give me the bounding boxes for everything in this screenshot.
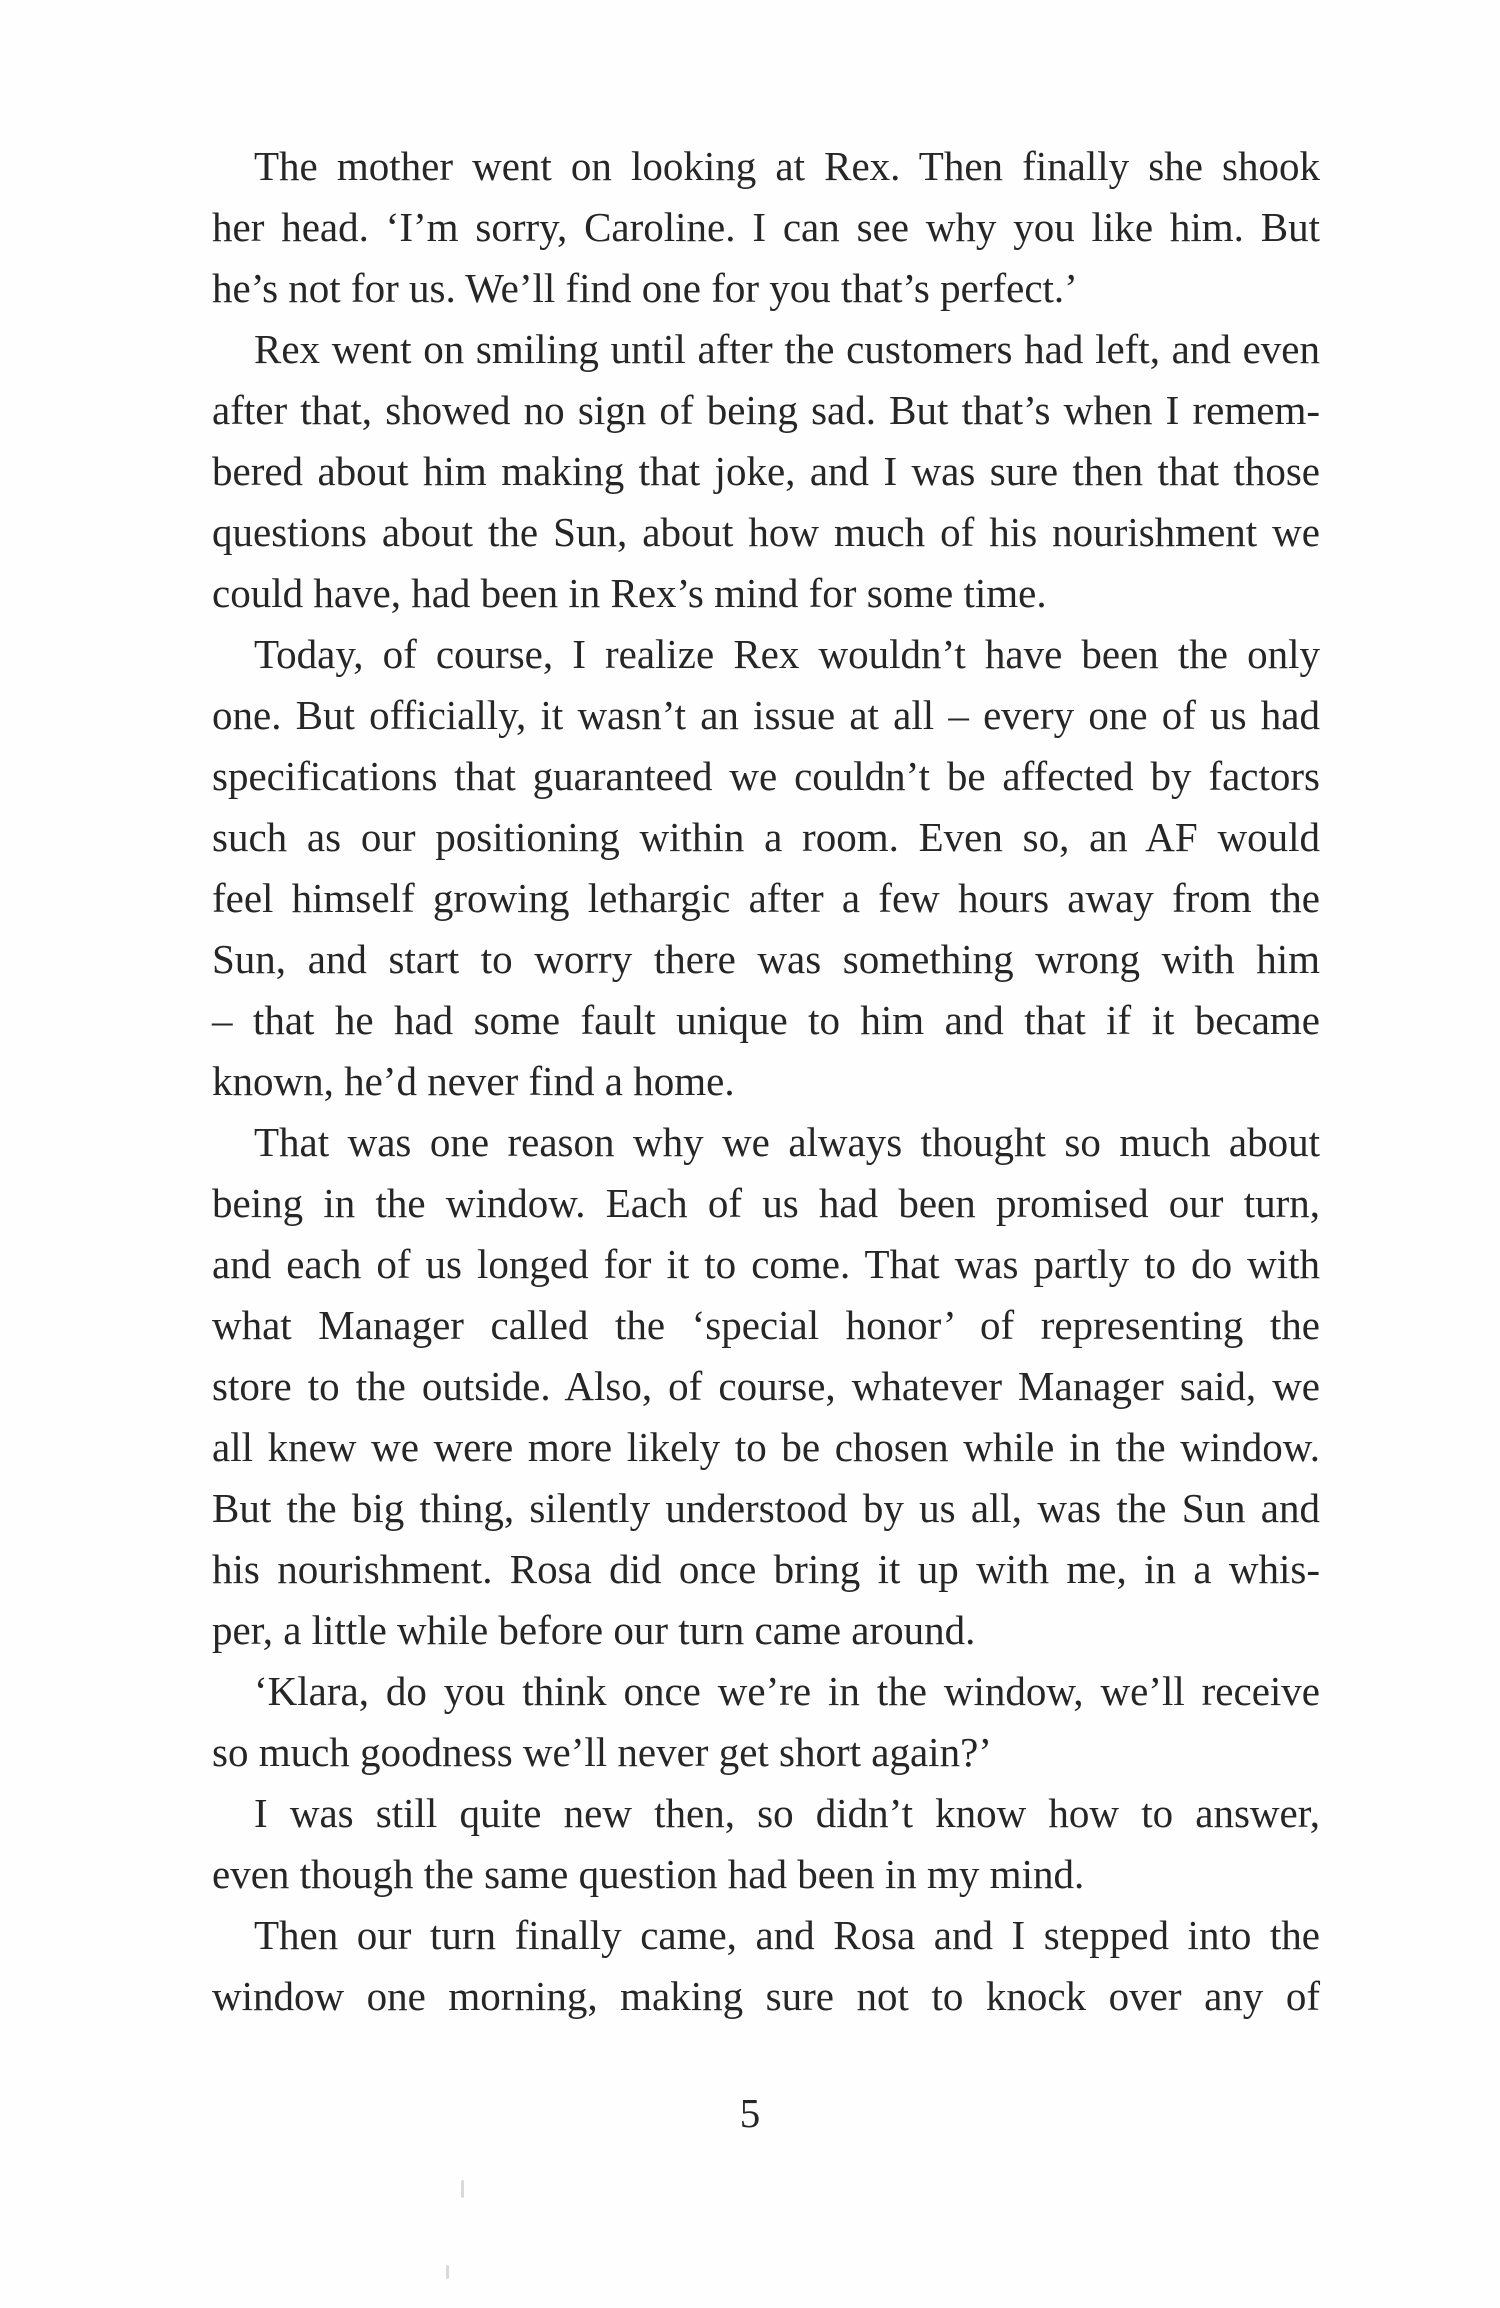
text-line: his nourishment. Rosa did once bring it up with me, in a whis- (212, 1546, 1320, 1592)
text-line: – that he had some fault unique to him and that if it became (212, 997, 1320, 1043)
paragraph (212, 1112, 1320, 1661)
text-line: her head. ‘I’m sorry, Caroline. I can see why you like him. But (212, 204, 1320, 250)
body-text (212, 136, 1320, 2027)
paragraph (212, 1661, 1320, 1783)
text-line: bered about him making that joke, and I was sure then that those (212, 448, 1320, 494)
paragraph (212, 1783, 1320, 1905)
text-line: what Manager called the ‘special honor’ of representing the (212, 1302, 1320, 1348)
text-line: feel himself growing lethargic after a few hours away from the (212, 875, 1320, 921)
text-line: Then our turn finally came, and Rosa and I stepped into the (254, 1912, 1320, 1958)
text-line: all knew we were more likely to be chosen while in the window. (212, 1424, 1320, 1470)
paragraph (212, 136, 1320, 319)
text-line: he’s not for us. We’ll find one for you that’s perfect.’ (212, 265, 1078, 311)
text-line: That was one reason why we always thought so much about (254, 1119, 1320, 1165)
text-line: such as our positioning within a room. Even so, an AF would (212, 814, 1320, 860)
page-number: 5 (739, 2090, 761, 2136)
text-line: specifications that guaranteed we couldn’t be affected by factors (212, 753, 1320, 799)
text-line: per, a little while before our turn came around. (212, 1607, 976, 1653)
scan-speck (446, 2265, 449, 2279)
paragraph (212, 624, 1320, 1112)
text-line: even though the same question had been in my mind. (212, 1851, 1085, 1897)
text-line: But the big thing, silently understood by us all, was the Sun and (212, 1485, 1320, 1531)
text-line: store to the outside. Also, of course, whatever Manager said, we (212, 1363, 1320, 1409)
text-line: I was still quite new then, so didn’t know how to answer, (254, 1790, 1320, 1836)
text-line: and each of us longed for it to come. That was partly to do with (212, 1241, 1320, 1287)
text-line: being in the window. Each of us had been promised our turn, (212, 1180, 1320, 1226)
text-line: one. But officially, it wasn’t an issue at all – every one of us had (212, 692, 1320, 738)
paragraph (212, 319, 1320, 624)
text-line: so much goodness we’ll never get short again?’ (212, 1729, 992, 1775)
scan-speck (461, 2180, 464, 2198)
text-line: window one morning, making sure not to knock over any of (212, 1973, 1320, 2019)
text-line: Rex went on smiling until after the customers had left, and even (254, 326, 1320, 372)
text-line: Today, of course, I realize Rex wouldn’t have been the only (254, 631, 1320, 677)
text-line: ‘Klara, do you think once we’re in the window, we’ll receive (254, 1668, 1320, 1714)
text-line: after that, showed no sign of being sad. But that’s when I remem- (212, 387, 1320, 433)
text-line: could have, had been in Rex’s mind for some time. (212, 570, 1047, 616)
text-line: Sun, and start to worry there was something wrong with him (212, 936, 1320, 982)
text-line: The mother went on looking at Rex. Then finally she shook (254, 143, 1320, 189)
text-line: known, he’d never find a home. (212, 1058, 735, 1104)
paragraph (212, 1905, 1320, 2027)
text-line: questions about the Sun, about how much of his nourishment we (212, 509, 1320, 555)
